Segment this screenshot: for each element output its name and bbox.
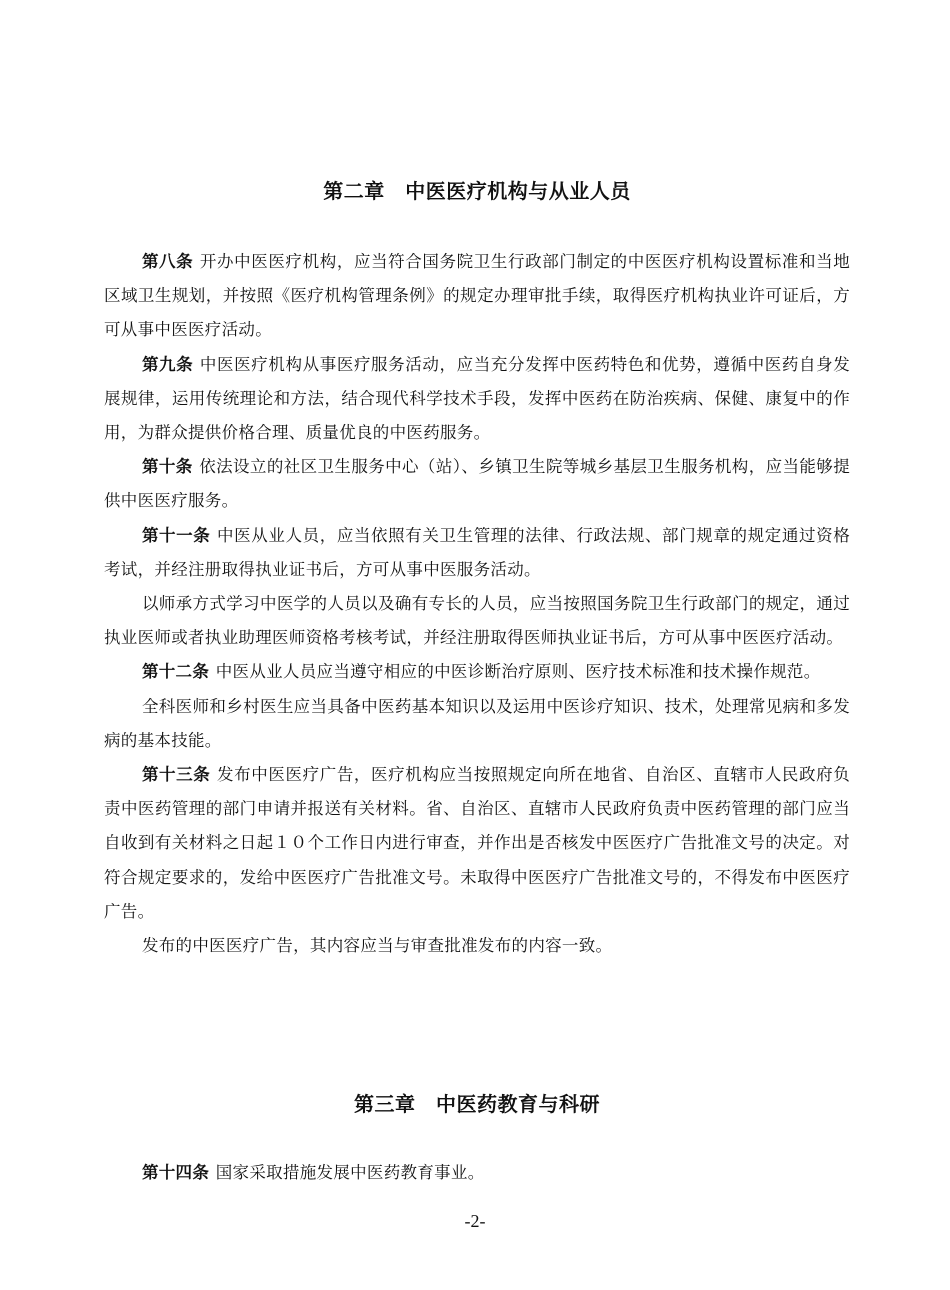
chapter-3-body xyxy=(104,1156,850,1190)
article-paragraph xyxy=(104,1156,850,1190)
chapter-2-title: 第二章 中医医疗机构与从业人员 xyxy=(323,179,631,203)
article-label: 第九条 xyxy=(141,354,194,374)
continuation-paragraph xyxy=(104,587,850,655)
article-text: 中医从业人员应当遵守相应的中医诊断治疗原则、医疗技术标准和技术操作规范。 xyxy=(215,662,821,682)
article-label: 第十条 xyxy=(141,457,193,477)
article-label: 第十三条 xyxy=(141,765,211,785)
article-text: 发布中医医疗广告，医疗机构应当按照规定向所在地省、自治区、直辖市人民政府负责中医药管理的部门申请并报送有关材料。省、自治区、直辖市人民政府负责中医药管理的部门应当自收到有关材料之日起１０个工作日内进行审查，并作出是否核发中医医疗广告批准文号的决定。对符合规定要求的，发给中医医疗广告批准文号。未取得中医医疗广告批准文号的，不得发布中医医疗广告。 xyxy=(104,765,850,921)
article-text: 依法设立的社区卫生服务中心（站）、乡镇卫生院等城乡基层卫生服务机构，应当能够提供中医医疗服务。 xyxy=(104,457,850,511)
article-text: 国家采取措施发展中医药教育事业。 xyxy=(215,1163,485,1182)
article-text: 开办中医医疗机构，应当符合国务院卫生行政部门制定的中医医疗机构设置标准和当地区域卫生规划，并按照《医疗机构管理条例》的规定办理审批手续，取得医疗机构执业许可证后，方可从事中医医疗活动。 xyxy=(104,252,850,340)
continuation-paragraph xyxy=(104,690,850,758)
article-label: 第十一条 xyxy=(141,525,211,545)
continuation-paragraph xyxy=(104,929,850,963)
article-paragraph xyxy=(104,348,850,451)
article-paragraph xyxy=(104,758,850,929)
article-label: 第十四条 xyxy=(141,1163,210,1182)
article-label: 第十二条 xyxy=(141,662,210,682)
article-paragraph xyxy=(104,450,850,518)
article-paragraph xyxy=(104,655,850,689)
page-number: -2- xyxy=(464,1211,486,1231)
chapter-3-title: 第三章 中医药教育与科研 xyxy=(354,1092,600,1116)
article-text: 发布的中医医疗广告，其内容应当与审查批准发布的内容一致。 xyxy=(141,936,613,956)
article-text: 中医医疗机构从事医疗服务活动，应当充分发挥中医药特色和优势，遵循中医药自身发展规律，运用传统理论和方法，结合现代科学技术手段，发挥中医药在防治疾病、保健、康复中的作用，为群众提供价格合理、质量优良的中医药服务。 xyxy=(104,354,850,443)
article-text: 全科医师和乡村医生应当具备中医药基本知识以及运用中医诊疗知识、技术，处理常见病和多发病的基本技能。 xyxy=(104,696,850,750)
article-text: 中医从业人员，应当依照有关卫生管理的法律、行政法规、部门规章的规定通过资格考试，并经注册取得执业证书后，方可从事中医服务活动。 xyxy=(104,525,850,579)
article-paragraph xyxy=(104,519,850,587)
article-label: 第八条 xyxy=(141,252,194,271)
article-text: 以师承方式学习中医学的人员以及确有专长的人员，应当按照国务院卫生行政部门的规定，通过执业医师或者执业助理医师资格考核考试，并经注册取得医师执业证书后，方可从事中医医疗活动。 xyxy=(104,594,850,648)
chapter-2-body xyxy=(104,245,850,963)
article-paragraph xyxy=(104,245,850,348)
